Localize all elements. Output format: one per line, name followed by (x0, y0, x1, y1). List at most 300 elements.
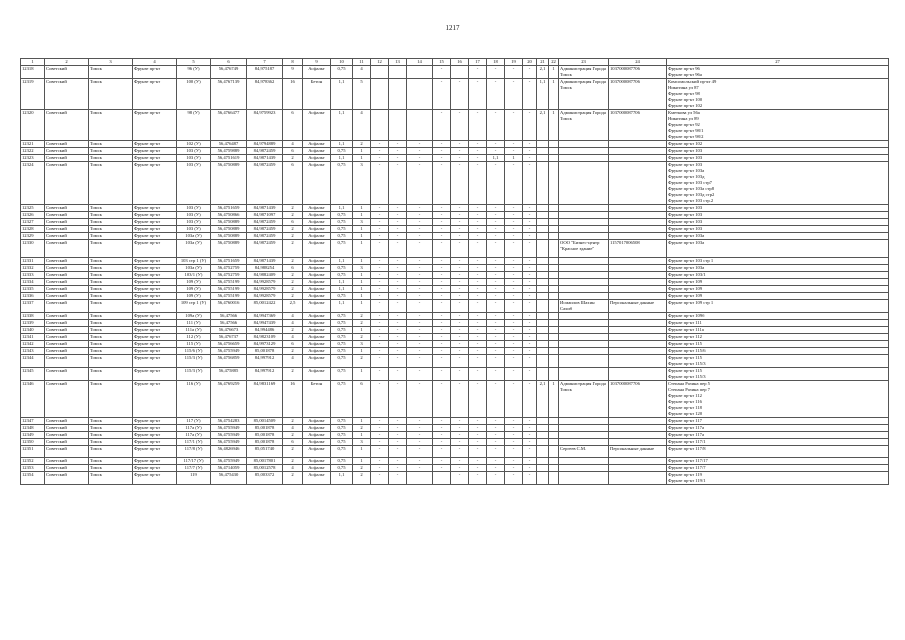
column-header: 24 (609, 59, 667, 66)
table-cell: - (487, 327, 505, 334)
table-cell: - (433, 334, 451, 341)
table-cell: - (407, 219, 433, 226)
addresses-cell (667, 293, 889, 300)
table-cell: 12352 (21, 458, 45, 465)
table-cell: - (487, 300, 505, 313)
table-cell: Асфальт (303, 212, 331, 219)
table-cell: - (371, 458, 389, 465)
table-cell: - (451, 141, 469, 148)
table-cell: 56,4750866 (211, 212, 247, 219)
table-cell (537, 348, 549, 355)
table-cell: 56,4755949 (211, 348, 247, 355)
table-cell: - (523, 472, 537, 485)
table-cell (537, 425, 549, 432)
table-cell: - (451, 418, 469, 425)
table-cell: Фрунзе пр-кт (133, 286, 177, 293)
table-cell: - (389, 286, 407, 293)
table-cell: 112 (У) (177, 334, 211, 341)
table-cell: Томск (89, 300, 133, 313)
table-cell: 1 (353, 233, 371, 240)
address-line: Степана Разина пер 5 (668, 381, 710, 387)
table-cell: 6 (283, 162, 303, 205)
table-cell: - (469, 279, 487, 286)
table-cell: - (389, 233, 407, 240)
table-cell (537, 265, 549, 272)
table-cell: - (505, 272, 523, 279)
table-cell (549, 465, 559, 472)
table-cell: 85,0017801 (247, 458, 283, 465)
table-cell: - (451, 368, 469, 381)
table-cell: 1 (353, 432, 371, 439)
table-cell (433, 472, 451, 485)
table-cell: - (505, 472, 523, 485)
table-cell: - (371, 226, 389, 233)
table-cell: 3 (353, 265, 371, 272)
table-cell: 103 (У) (177, 148, 211, 155)
table-cell: 12338 (21, 313, 45, 320)
table-cell: Асфальт (303, 155, 331, 162)
table-cell: Советский (45, 341, 89, 348)
table-cell: - (469, 465, 487, 472)
table-cell (609, 141, 667, 148)
column-header: 18 (487, 59, 505, 66)
table-cell: - (451, 432, 469, 439)
address-line: Фрунзе пр-кт 119/1 (668, 478, 706, 484)
table-cell: - (407, 425, 433, 432)
table-cell: - (407, 258, 433, 265)
table-cell: - (389, 355, 407, 368)
table-cell: 56,4756859 (211, 355, 247, 368)
table-cell (549, 341, 559, 348)
table-cell: - (505, 465, 523, 472)
table-row (21, 293, 889, 300)
table-cell: - (523, 265, 537, 272)
table-cell: - (371, 381, 389, 418)
table-cell: 56,4755199 (211, 286, 247, 293)
table-cell: Томск (89, 279, 133, 286)
table-cell: - (433, 348, 451, 355)
table-row (21, 219, 889, 226)
table-cell: Томск (89, 439, 133, 446)
table-cell: 3 (353, 439, 371, 446)
table-cell (549, 313, 559, 320)
table-cell: - (505, 300, 523, 313)
table-cell: - (469, 148, 487, 155)
table-cell: Фрунзе пр-кт (133, 265, 177, 272)
table-cell: - (487, 141, 505, 148)
table-cell: 2,1 (537, 381, 549, 418)
table-row (21, 439, 889, 446)
table-cell: 6 (353, 381, 371, 418)
table-cell: - (451, 300, 469, 313)
table-cell: - (523, 162, 537, 205)
table-cell: - (371, 265, 389, 272)
table-cell: - (451, 381, 469, 418)
table-cell: 12324 (21, 162, 45, 205)
table-cell: 12339 (21, 320, 45, 327)
table-cell: 6 (283, 341, 303, 348)
table-cell: - (451, 272, 469, 279)
table-row (21, 432, 889, 439)
table-cell: - (523, 205, 537, 212)
table-cell (537, 432, 549, 439)
table-cell (609, 368, 667, 381)
table-cell: - (487, 272, 505, 279)
table-cell: - (523, 258, 537, 265)
table-cell: 12349 (21, 432, 45, 439)
address-line: Степана Разина пер 7 (668, 387, 710, 393)
table-cell: Асфальт (303, 368, 331, 381)
table-row (21, 300, 889, 313)
table-cell: - (487, 313, 505, 320)
table-cell: Асфальт (303, 272, 331, 279)
table-cell: 56,4750889 (211, 219, 247, 226)
table-row (21, 233, 889, 240)
table-cell: 1 (505, 155, 523, 162)
table-cell: - (433, 205, 451, 212)
table-row (21, 79, 889, 110)
table-cell: 84,9794889 (247, 141, 283, 148)
table-cell: - (505, 258, 523, 265)
table-cell: 117/1 (У) (177, 439, 211, 446)
table-cell: Администрация Города Томск (559, 110, 609, 141)
table-cell: 4 (283, 141, 303, 148)
table-cell: - (523, 446, 537, 458)
table-cell: - (371, 320, 389, 327)
table-cell: 0,75 (331, 458, 353, 465)
table-cell: Фрунзе пр-кт (133, 320, 177, 327)
table-cell: - (407, 300, 433, 313)
table-cell: 1 (353, 458, 371, 465)
address-line: Фрунзе пр-кт 119 (668, 472, 702, 478)
column-header: 15 (433, 59, 451, 66)
table-cell: 1,1 (331, 286, 353, 293)
table-cell: - (523, 141, 537, 148)
table-row (21, 212, 889, 219)
table-cell: Асфальт (303, 293, 331, 300)
table-cell: - (371, 327, 389, 334)
column-header: 14 (407, 59, 433, 66)
table-cell (549, 300, 559, 313)
table-cell: Советский (45, 300, 89, 313)
table-cell (389, 79, 407, 110)
table-cell: 1 (353, 148, 371, 155)
address-line: Фрунзе пр-кт 98/1 (668, 128, 704, 133)
table-cell: - (371, 279, 389, 286)
column-header: 16 (451, 59, 469, 66)
table-cell: Фрунзе пр-кт (133, 233, 177, 240)
table-cell: 4 (353, 66, 371, 79)
addresses-cell (667, 300, 889, 313)
table-cell (609, 293, 667, 300)
table-cell: - (505, 265, 523, 272)
table-cell: 12333 (21, 272, 45, 279)
table-cell: 56,476673 (211, 327, 247, 334)
address-line: Фрунзе пр-кт 103 (668, 212, 703, 217)
table-cell: Асфальт (303, 219, 331, 226)
table-cell: 2 (283, 368, 303, 381)
table-cell (609, 212, 667, 219)
table-cell (559, 313, 609, 320)
table-cell: 0,75 (331, 162, 353, 205)
table-cell: Администрация Города Томск (559, 66, 609, 79)
table-cell: Асфальт (303, 458, 331, 465)
table-cell (549, 334, 559, 341)
table-cell: 12331 (21, 258, 45, 265)
table-cell: 2 (283, 240, 303, 258)
table-cell (609, 458, 667, 465)
table-cell: - (371, 155, 389, 162)
table-cell: - (389, 272, 407, 279)
table-cell: Фрунзе пр-кт (133, 66, 177, 79)
table-cell: 3 (353, 219, 371, 226)
table-cell: - (523, 233, 537, 240)
table-cell: - (451, 446, 469, 458)
table-cell (537, 355, 549, 368)
address-line: Фрунзе пр-кт 92 (668, 122, 700, 127)
table-cell: 1,1 (331, 155, 353, 162)
table-cell: - (469, 141, 487, 148)
table-cell: 119 (177, 472, 211, 485)
table-cell: 2 (283, 272, 303, 279)
table-cell: - (469, 341, 487, 348)
table-cell: - (389, 425, 407, 432)
table-cell: Томск (89, 327, 133, 334)
table-cell: - (389, 212, 407, 219)
table-cell: 56,4751659 (211, 258, 247, 265)
table-cell: Фрунзе пр-кт (133, 279, 177, 286)
table-cell: 56,4769259 (211, 381, 247, 418)
table-cell (559, 212, 609, 219)
table-cell: Томск (89, 148, 133, 155)
table-cell: - (487, 425, 505, 432)
table-cell: - (371, 286, 389, 293)
table-cell: Асфальт (303, 472, 331, 485)
table-cell: 56,47566 (211, 320, 247, 327)
table-cell (407, 66, 433, 79)
table-cell: 117а (У) (177, 425, 211, 432)
table-cell: - (433, 233, 451, 240)
table-cell: 85,0014509 (247, 418, 283, 425)
table-cell: - (469, 425, 487, 432)
table-cell (549, 212, 559, 219)
table-cell: - (505, 327, 523, 334)
table-cell: 2 (283, 258, 303, 265)
table-cell: Фрунзе пр-кт (133, 313, 177, 320)
table-cell: Томск (89, 272, 133, 279)
table-cell: - (523, 465, 537, 472)
header-row (21, 59, 889, 66)
table-cell: 84,9823109 (247, 334, 283, 341)
table-cell: 115/6 (У) (177, 348, 211, 355)
table-cell: - (407, 418, 433, 425)
table-cell: - (505, 66, 523, 79)
table-cell: 6 (283, 148, 303, 155)
table-cell: 1037000087706 (609, 79, 667, 110)
table-cell (559, 418, 609, 425)
table-cell (371, 79, 389, 110)
table-cell: - (505, 458, 523, 465)
table-cell: 0,75 (331, 226, 353, 233)
table-cell: 56,4750889 (211, 162, 247, 205)
table-cell: 116 (У) (177, 381, 211, 418)
table-cell: - (433, 293, 451, 300)
table-cell: Персональные данные (609, 446, 667, 458)
table-cell: - (371, 348, 389, 355)
table-cell: - (433, 432, 451, 439)
addresses-cell (667, 258, 889, 265)
table-cell: 56,476487 (211, 141, 247, 148)
table-cell: 0,75 (331, 334, 353, 341)
table-cell (609, 348, 667, 355)
table-cell (389, 66, 407, 79)
address-line: Фрунзе пр-кт 103 стр7 (668, 180, 712, 185)
table-cell: 3 (353, 341, 371, 348)
table-cell: - (451, 472, 469, 485)
table-cell: 12318 (21, 66, 45, 79)
table-cell: 12337 (21, 300, 45, 313)
table-cell: 1037000087706 (609, 381, 667, 418)
address-line: Фрунзе пр-кт 111 (668, 320, 702, 326)
table-cell: - (407, 446, 433, 458)
table-cell: - (371, 258, 389, 265)
table-cell: Фрунзе пр-кт (133, 148, 177, 155)
table-cell: 9 (283, 66, 303, 79)
table-cell: - (433, 141, 451, 148)
table-cell (609, 162, 667, 205)
table-cell: - (407, 279, 433, 286)
table-cell (549, 355, 559, 368)
table-cell: - (451, 110, 469, 141)
table-cell: Советский (45, 226, 89, 233)
table-cell (537, 341, 549, 348)
table-cell: Томск (89, 212, 133, 219)
table-cell: Асфальт (303, 226, 331, 233)
table-cell (371, 66, 389, 79)
address-line: Фрунзе пр-кт 102 (668, 103, 703, 108)
table-cell: Асфальт (303, 141, 331, 148)
address-line: Фрунзе пр-кт 117/1 (668, 439, 706, 445)
table-cell: - (451, 212, 469, 219)
address-line: Фрунзе пр-кт 115 (668, 341, 702, 347)
table-row (21, 320, 889, 327)
table-cell: 16 (283, 79, 303, 110)
table-cell: - (487, 279, 505, 286)
address-line: Фрунзе пр-кт 112 (668, 334, 702, 340)
table-cell: - (487, 226, 505, 233)
table-cell: Асфальт (303, 446, 331, 458)
table-cell: - (451, 240, 469, 258)
table-cell: Фрунзе пр-кт (133, 162, 177, 205)
table-cell: - (433, 300, 451, 313)
table-cell: 2 (283, 205, 303, 212)
table-cell: Фрунзе пр-кт (133, 446, 177, 458)
table-cell: - (407, 355, 433, 368)
page-number: 1217 (445, 24, 460, 32)
table-cell: Советский (45, 148, 89, 155)
table-cell: 109 стр 1 (У) (177, 300, 211, 313)
table-cell: - (487, 341, 505, 348)
table-cell: 12348 (21, 425, 45, 432)
table-cell: 0,75 (331, 327, 353, 334)
table-cell: Асфальт (303, 348, 331, 355)
table-cell (609, 355, 667, 368)
table-cell: - (487, 233, 505, 240)
table-cell: - (505, 279, 523, 286)
table-cell: - (505, 212, 523, 219)
table-cell: 1037000087706 (609, 110, 667, 141)
table-cell: 84,9872459 (247, 226, 283, 233)
table-cell: - (469, 226, 487, 233)
table-cell: Советский (45, 348, 89, 355)
addresses-cell (667, 79, 889, 110)
table-cell (549, 418, 559, 425)
table-cell: - (451, 465, 469, 472)
table-cell: Томск (89, 233, 133, 240)
table-cell: - (433, 368, 451, 381)
table-cell: - (469, 110, 487, 141)
table-cell: 0,75 (331, 219, 353, 226)
table-cell: 1 (353, 300, 371, 313)
table-row (21, 265, 889, 272)
table-cell: - (389, 465, 407, 472)
table-cell: - (469, 355, 487, 368)
table-cell: Советский (45, 233, 89, 240)
table-cell: 84,997912 (247, 368, 283, 381)
table-cell: 1,1 (331, 300, 353, 313)
table-cell: 12325 (21, 205, 45, 212)
table-cell: - (433, 313, 451, 320)
table-cell: - (505, 439, 523, 446)
table-cell: - (451, 155, 469, 162)
table-cell: Фрунзе пр-кт (133, 458, 177, 465)
table-cell (609, 279, 667, 286)
table-cell: - (389, 226, 407, 233)
table-cell: 12351 (21, 446, 45, 458)
table-row (21, 258, 889, 265)
table-cell: Советский (45, 205, 89, 212)
table-cell: 0,75 (331, 148, 353, 155)
addresses-cell (667, 368, 889, 381)
table-cell: Асфальт (303, 233, 331, 240)
table-cell: 1 (353, 368, 371, 381)
table-cell: Фрунзе пр-кт (133, 368, 177, 381)
addresses-cell (667, 162, 889, 205)
table-cell: 100 (У) (177, 79, 211, 110)
table-cell (559, 148, 609, 155)
table-cell (549, 348, 559, 355)
table-cell: - (433, 341, 451, 348)
table-cell (609, 465, 667, 472)
table-cell (537, 240, 549, 258)
table-cell: - (487, 320, 505, 327)
table-cell: - (433, 155, 451, 162)
column-header: 27 (667, 59, 889, 66)
table-cell: - (407, 265, 433, 272)
table-cell (451, 66, 469, 79)
table-cell: 115/3 (У) (177, 355, 211, 368)
addresses-cell (667, 148, 889, 155)
table-cell (559, 320, 609, 327)
table-cell (609, 155, 667, 162)
table-cell: 1,1 (331, 110, 353, 141)
table-cell: 0,75 (331, 368, 353, 381)
table-row (21, 240, 889, 258)
table-cell: Асфальт (303, 258, 331, 265)
table-cell (609, 272, 667, 279)
table-cell: Асфальт (303, 265, 331, 272)
table-cell: Томск (89, 446, 133, 458)
